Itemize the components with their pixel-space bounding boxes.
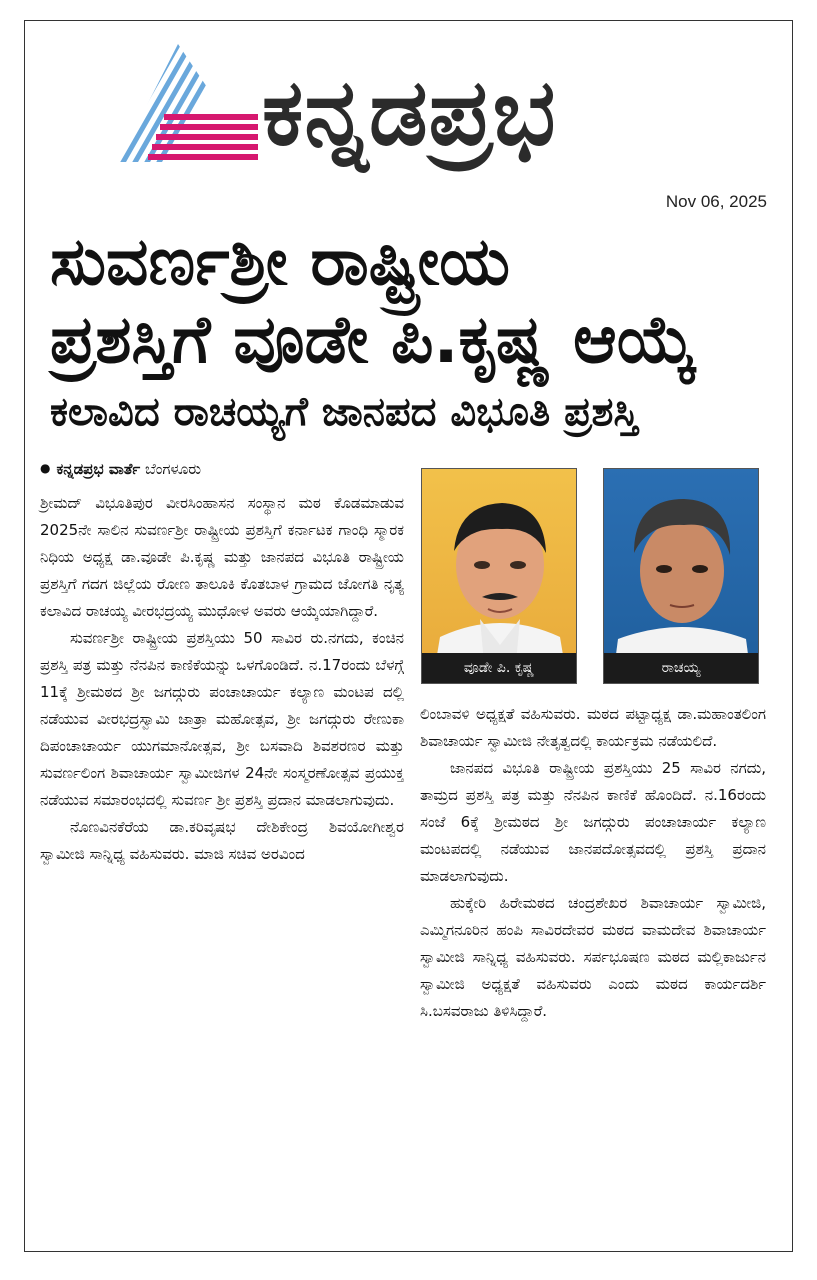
article-paragraph: ನೊಣವಿನಕೆರೆಯ ಡಾ.ಕರಿವೃಷಭ ದೇಶಿಕೇಂದ್ರ ಶಿವಯೋಗೀಶ್ವರ ಸ್ವಾಮೀಜಿ ಸಾನ್ನಿಧ್ಯ ವಹಿಸುವರು. ಮಾಜಿ ಸಚಿವ ಅರವಿಂದ bbox=[40, 818, 404, 863]
byline bbox=[40, 460, 201, 478]
headline-line-2: ಪ್ರಶಸ್ತಿಗೆ ವೂಡೇ ಪಿ.ಕೃಷ್ಣ ಆಯ್ಕೆ bbox=[50, 301, 697, 378]
portrait-person-icon bbox=[604, 469, 759, 684]
subheadline: ಕಲಾವಿದ ರಾಚಯ್ಯಗೆ ಜಾನಪದ ವಿಭೂತಿ ಪ್ರಶಸ್ತಿ bbox=[50, 389, 639, 435]
article-paragraph: ಜಾನಪದ ವಿಭೂತಿ ರಾಷ್ಟ್ರೀಯ ಪ್ರಶಸ್ತಿಯು 25 ಸಾವಿರ ನಗದು, ತಾಮ್ರದ ಪ್ರಶಸ್ತಿ ಪತ್ರ ಮತ್ತು ನೆನಪಿನ ಕಾಣಿಕೆ ಹೊಂದಿದೆ. ನ.16ರಂದು ಸಂಜೆ 6ಕ್ಕೆ ಶ್ರೀಮಠದ ಶ್ರೀ ಜಗದ್ಗುರು ಪಂಚಾಚಾರ್ಯ ಕಲ್ಯಾಣ ಮಂಟಪದಲ್ಲಿ ನಡೆಯುವ ಜಾನಪದೋತ್ಸವದಲ್ಲಿ ಪ್ರಶಸ್ತಿ ಪ್ರದಾನ ಮಾಡಲಾಗುವುದು. bbox=[420, 759, 766, 885]
photo-rachayya bbox=[603, 468, 759, 684]
photo-caption: ವೂಡೇ ಪಿ. ಕೃಷ್ಣ bbox=[422, 653, 576, 683]
headline-line-1: ಸುವರ್ಣಶ್ರೀ ರಾಷ್ಟ್ರೀಯ bbox=[50, 223, 510, 300]
publication-date: Nov 06, 2025 bbox=[665, 192, 767, 211]
article-paragraph: ಲಿಂಬಾವಳಿ ಅಧ್ಯಕ್ಷತೆ ವಹಿಸುವರು. ಮಠದ ಪಟ್ಟಾಧ್ಯಕ್ಷ ಡಾ.ಮಹಾಂತಲಿಂಗ ಶಿವಾಚಾರ್ಯ ಸ್ವಾಮೀಜಿ ನೇತೃತ್ವದಲ್ಲಿ ಕಾರ್ಯಕ್ರಮ ನಡೆಯಲಿದೆ. bbox=[420, 705, 766, 750]
article-paragraph: ಹುಕ್ಕೇರಿ ಹಿರೇಮಠದ ಚಂದ್ರಶೇಖರ ಶಿವಾಚಾರ್ಯ ಸ್ವಾಮೀಜಿ, ಎಮ್ಮಿಗನೂರಿನ ಹಂಪಿ ಸಾವಿರದೇವರ ಮಠದ ವಾಮದೇವ ಶಿವಾಚಾರ್ಯ ಸ್ವಾಮೀಜಿ ಸಾನ್ನಿಧ್ಯ ವಹಿಸುವರು. ಸರ್ಪಭೂಷಣ ಮಠದ ಮಲ್ಲಿಕಾರ್ಜುನ ಸ್ವಾಮೀಜಿ ಅಧ್ಯಕ್ಷತೆ ವಹಿಸುವರು ಎಂದು ಮಠದ ಕಾರ್ಯದರ್ಶಿ ಸಿ.ಬಸವರಾಜು ತಿಳಿಸಿದ್ದಾರೆ. bbox=[420, 894, 766, 1020]
article-paragraph: ಶ್ರೀಮದ್ ವಿಭೂತಿಪುರ ವೀರಸಿಂಹಾಸನ ಸಂಸ್ಥಾನ ಮಠ ಕೊಡಮಾಡುವ 2025ನೇ ಸಾಲಿನ ಸುವರ್ಣಶ್ರೀ ರಾಷ್ಟ್ರೀಯ ಪ್ರಶಸ್ತಿಗೆ ಕರ್ನಾಟಕ ಗಾಂಧಿ ಸ್ಮಾರಕ ನಿಧಿಯ ಅಧ್ಯಕ್ಷ ಡಾ.ವೂಡೇ ಪಿ.ಕೃಷ್ಣ ಮತ್ತು ಜಾನಪದ ವಿಭೂತಿ ರಾಷ್ಟ್ರೀಯ ಪ್ರಶಸ್ತಿಗೆ ಗದಗ ಜಿಲ್ಲೆಯ ರೋಣ ತಾಲೂಕಿ ಕೊತಬಾಳ ಗ್ರಾಮದ ಜೋಗತಿ ನೃತ್ಯ ಕಲಾವಿದ ರಾಚಯ್ಯ ವೀರಭದ್ರಯ್ಯ ಮುಧೋಳ ಅವರು ಆಯ್ಕೆಯಾಗಿದ್ದಾರೆ. bbox=[40, 494, 404, 620]
masthead-brand: ಕನ್ನಡಪ್ರಭ bbox=[262, 59, 557, 166]
photo-vude-p-krishna bbox=[421, 468, 577, 684]
bullet-icon: ● bbox=[40, 461, 51, 475]
article-paragraph: ಸುವರ್ಣಶ್ರೀ ರಾಷ್ಟ್ರೀಯ ಪ್ರಶಸ್ತಿಯು 50 ಸಾವಿರ ರು.ನಗದು, ಕಂಚಿನ ಪ್ರಶಸ್ತಿ ಪತ್ರ ಮತ್ತು ನೆನಪಿನ ಕಾಣಿಕೆಯನ್ನು ಒಳಗೊಂಡಿದೆ. ನ.17ರಂದು ಬೆಳಗ್ಗೆ 11ಕ್ಕೆ ಶ್ರೀಮಠದ ಶ್ರೀ ಜಗದ್ಗುರು ಪಂಚಾಚಾರ್ಯ ಕಲ್ಯಾಣ ಮಂಟಪ ದಲ್ಲಿ ನಡೆಯುವ ವೀರಭದ್ರಸ್ವಾಮಿ ಜಾತ್ರಾ ಮಹೋತ್ಸವ, ಶ್ರೀ ಜಗದ್ಗುರು ರೇಣುಕಾ ದಿಪಂಚಾಚಾರ್ಯ ಯುಗಮಾನೋತ್ಸವ, ಶ್ರೀ ಬಸವಾದಿ ಶಿವಶರಣರ ಮತ್ತು ಸುವರ್ಣಲಿಂಗ ಶಿವಾಚಾರ್ಯ ಸ್ವಾಮೀಜಿಗಳ 24ನೇ ಸಂಸ್ಮರಣೋತ್ಸವ ಪ್ರಯುಕ್ತ ನಡೆಯುವ ಸಮಾರಂಭದಲ್ಲಿ ಸುವರ್ಣ ಶ್ರೀ ಪ್ರಶಸ್ತಿ ಪ್ರದಾನ ಮಾಡಲಾಗುವುದು. bbox=[40, 629, 404, 809]
byline-source: ಕನ್ನಡಪ್ರಭ ವಾರ್ತೆ bbox=[56, 460, 141, 478]
photo-caption: ರಾಚಯ್ಯ bbox=[604, 653, 758, 683]
portrait-person-icon bbox=[422, 469, 577, 684]
byline-place: ಬೆಂಗಳೂರು bbox=[144, 460, 201, 478]
article-column-right bbox=[420, 701, 766, 1025]
kannadaprabha-logo-icon bbox=[118, 44, 258, 162]
article-column-left bbox=[40, 490, 404, 868]
